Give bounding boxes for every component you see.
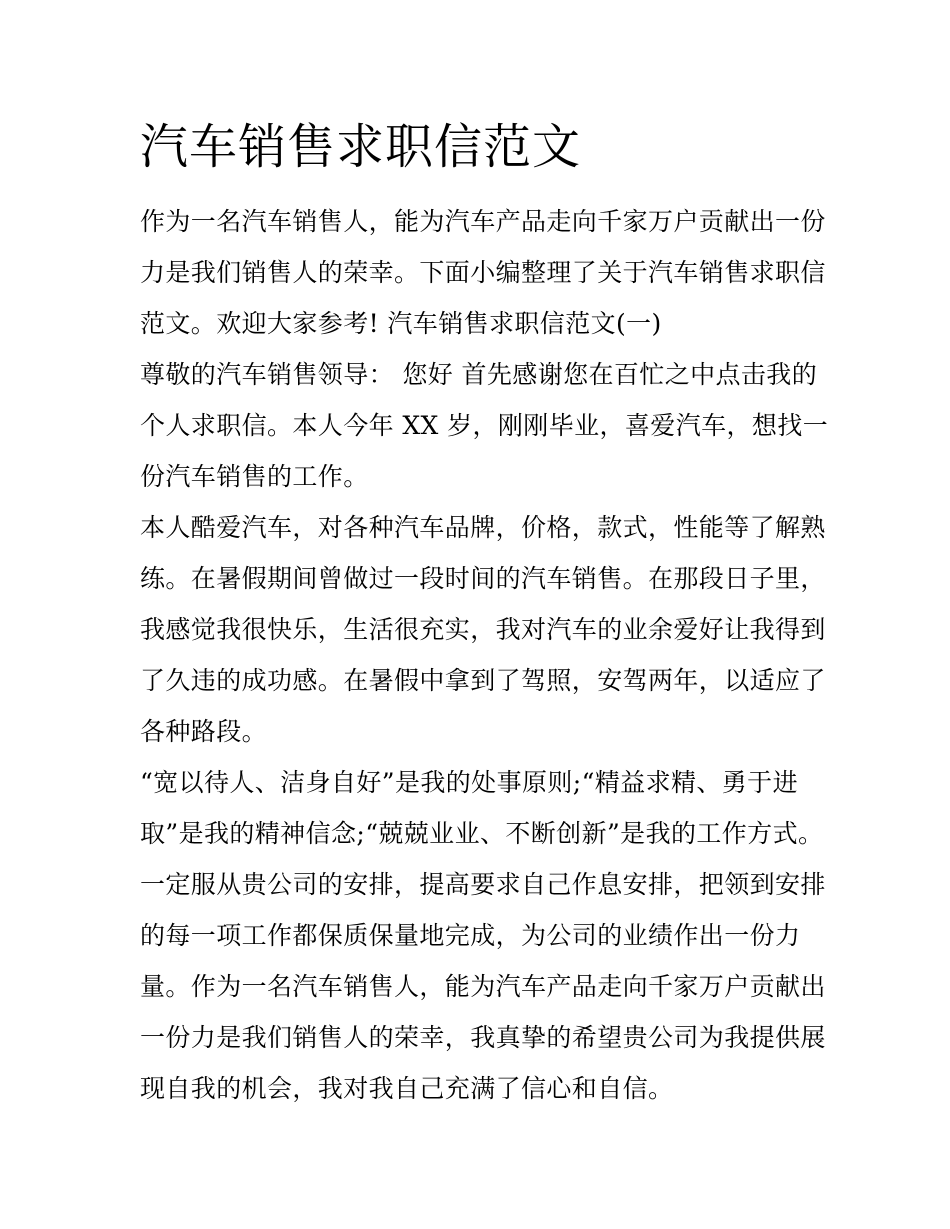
text-line: 一定服从贵公司的安排，提高要求自己作息安排，把领到安排 (140, 870, 826, 899)
text-line: 作为一名汽车销售人，能为汽车产品走向千家万户贡献出一份 (140, 207, 826, 236)
paragraph-intro (140, 196, 826, 349)
text-line: 尊敬的汽车销售领导： 您好 首先感谢您在百忙之中点击我的 (140, 360, 818, 389)
text-line: 我感觉我很快乐，生活很充实，我对汽车的业余爱好让我得到 (140, 615, 826, 644)
text-line: 取”是我的精神信念;“兢兢业业、不断创新”是我的工作方式。 (140, 819, 824, 848)
text-line: 个人求职信。本人今年 XX 岁，刚刚毕业，喜爱汽车，想找一 (140, 411, 829, 440)
paragraph-experience (140, 502, 826, 757)
text-line: 的每一项工作都保质保量地完成，为公司的业绩作出一份力 (140, 921, 801, 950)
paragraph-greeting (140, 349, 829, 502)
text-line: 力是我们销售人的荣幸。下面小编整理了关于汽车销售求职信 (140, 258, 826, 287)
text-line: 练。在暑假期间曾做过一段时间的汽车销售。在那段日子里， (140, 564, 826, 593)
text-line: 一份力是我们销售人的荣幸，我真挚的希望贵公司为我提供展 (140, 1023, 826, 1052)
text-line: 本人酷爱汽车，对各种汽车品牌，价格，款式，性能等了解熟 (140, 513, 826, 542)
text-line: 各种路段。 (140, 717, 268, 746)
paragraph-principles (140, 757, 826, 1114)
document-body (140, 196, 829, 1114)
text-line: 现自我的机会，我对我自己充满了信心和自信。 (140, 1074, 674, 1103)
text-line: 了久违的成功感。在暑假中拿到了驾照，安驾两年，以适应了 (140, 666, 826, 695)
text-line: 量。作为一名汽车销售人，能为汽车产品走向千家万户贡献出 (140, 972, 826, 1001)
text-line: 范文。欢迎大家参考! 汽车销售求职信范文(一) (140, 309, 662, 338)
text-line: “宽以待人、洁身自好”是我的处事原则;“精益求精、勇于进 (140, 768, 798, 797)
document-title: 汽车销售求职信范文 (140, 119, 582, 175)
text-line: 份汽车销售的工作。 (140, 462, 369, 491)
